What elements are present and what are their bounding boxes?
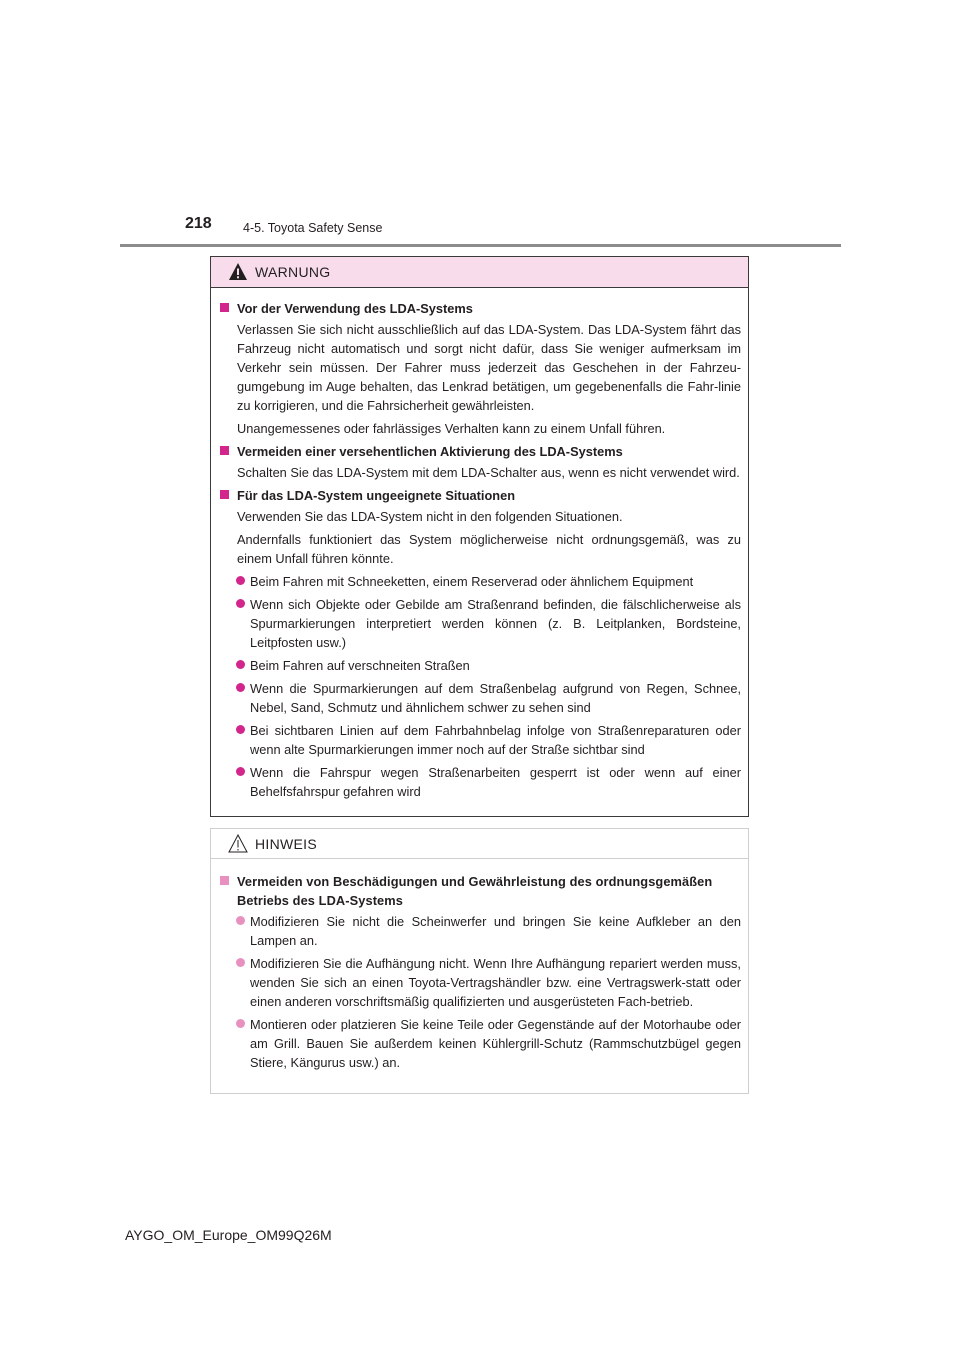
section-heading-text: Vor der Verwendung des LDA-Systems: [237, 301, 473, 316]
square-bullet-icon: [220, 490, 229, 499]
bullet-text: Wenn die Spurmarkierungen auf dem Straßenbelag aufgrund von Regen, Schnee, Nebel, Sand, Schmutz und ähnlichem schwer zu sehen sind: [250, 681, 741, 715]
square-bullet-icon: [220, 446, 229, 455]
round-bullet-icon: [236, 1019, 245, 1028]
round-bullet-icon: [236, 599, 245, 608]
warning-triangle-icon: [228, 262, 248, 281]
round-bullet-icon: [236, 660, 245, 669]
bullet-item: [219, 679, 741, 717]
page-number: 218: [185, 215, 212, 232]
round-bullet-icon: [236, 725, 245, 734]
paragraph: Verlassen Sie sich nicht ausschließlich auf das LDA-System. Das LDA-System fährt das Fahrzeug nicht automatisch und sorgt nicht dafür, dass Sie weniger aufmerksam im Verkehr sein müssen. Der Fahrer muss jederzeit das Geschehen in der Fahrzeu-gumgebung im Auge behalten, das Lenkrad betätigen, um gegebenenfalls die Fahr-linie zu korrigieren, und die Fahrsicherheit gewährleisten.: [237, 322, 741, 413]
notice-body: [211, 859, 748, 1072]
section-heading: [219, 442, 741, 461]
round-bullet-icon: [236, 576, 245, 585]
round-bullet-icon: [236, 683, 245, 692]
warning-label: WARNUNG: [255, 264, 331, 280]
bullet-item: [219, 763, 741, 801]
paragraph: Schalten Sie das LDA-System mit dem LDA-Schalter aus, wenn es nicht verwendet wird.: [237, 465, 740, 480]
section-heading-text: Vermeiden einer versehentlichen Aktivierung des LDA-Systems: [237, 444, 623, 459]
bullet-item: [219, 954, 741, 1011]
square-bullet-icon: [220, 303, 229, 312]
paragraph: Unangemessenes oder fahrlässiges Verhalten kann zu einem Unfall führen.: [237, 421, 666, 436]
bullet-item: [219, 572, 741, 591]
warning-body: [211, 288, 748, 801]
section-heading-text: Für das LDA-System ungeeignete Situationen: [237, 488, 516, 503]
round-bullet-icon: [236, 916, 245, 925]
bullet-text: Modifizieren Sie nicht die Scheinwerfer und bringen Sie keine Aufkleber an den Lampen an.: [250, 914, 741, 948]
bullet-text: Modifizieren Sie die Aufhängung nicht. Wenn Ihre Aufhängung repariert werden muss, wenden Sie sich an einen Toyota-Vertragshändler bzw. eine Vertragswerk-statt oder einen anderen vorschriftsmäßig qualifizierten und ausgerüsteten Fach-betrieb.: [250, 956, 741, 1009]
round-bullet-icon: [236, 767, 245, 776]
warning-box: [210, 256, 749, 817]
bullet-item: [219, 1015, 741, 1072]
bullet-text: Bei sichtbaren Linien auf dem Fahrbahnbelag infolge von Straßenreparaturen oder wenn alte Spurmarkierungen immer noch auf der Straße sichtbar sind: [250, 723, 741, 757]
paragraph: Andernfalls funktioniert das System möglicherweise nicht ordnungsgemäß, was zu einem Unfall führen könnte.: [237, 532, 741, 566]
caution-triangle-outline-icon: [228, 834, 248, 853]
notice-label: HINWEIS: [255, 836, 317, 852]
header-rule: [120, 244, 841, 247]
bullet-text: Montieren oder platzieren Sie keine Teile oder Gegenstände auf der Motorhaube oder am Grill. Bauen Sie außerdem keinen Kühlergrill-Schutz (Rammschutzbügel gegen Stiere, Kängurus usw.) an.: [250, 1017, 741, 1070]
bullet-text: Wenn die Fahrspur wegen Straßenarbeiten gesperrt ist oder wenn auf einer Behelfsfahrspur gefahren wird: [250, 765, 741, 799]
section-title: 4-5. Toyota Safety Sense: [243, 221, 383, 235]
section-heading: [219, 299, 741, 318]
section-heading: [219, 486, 741, 505]
paragraph: Verwenden Sie das LDA-System nicht in den folgenden Situationen.: [237, 509, 623, 524]
section-heading: [219, 872, 741, 910]
bullet-item: [219, 912, 741, 950]
square-bullet-icon: [220, 876, 229, 885]
bullet-text: Beim Fahren mit Schneeketten, einem Reserverad oder ähnlichem Equipment: [250, 574, 694, 589]
round-bullet-icon: [236, 958, 245, 967]
bullet-text: Beim Fahren auf verschneiten Straßen: [250, 658, 470, 673]
warning-header: [211, 257, 748, 288]
bullet-item: [219, 656, 741, 675]
notice-box: [210, 828, 749, 1094]
section-heading-text: Vermeiden von Beschädigungen und Gewährleistung des ordnungsgemäßen Betriebs des LDA-Systems: [237, 874, 713, 908]
bullet-item: [219, 595, 741, 652]
bullet-item: [219, 721, 741, 759]
document-code: AYGO_OM_Europe_OM99Q26M: [125, 1227, 332, 1243]
bullet-text: Wenn sich Objekte oder Gebilde am Straßenrand befinden, die fälschlicherweise als Spurmarkierungen interpretiert werden können (z. B. Leitplanken, Bordsteine, Leitpfosten usw.): [250, 597, 741, 650]
notice-header: [211, 829, 748, 859]
